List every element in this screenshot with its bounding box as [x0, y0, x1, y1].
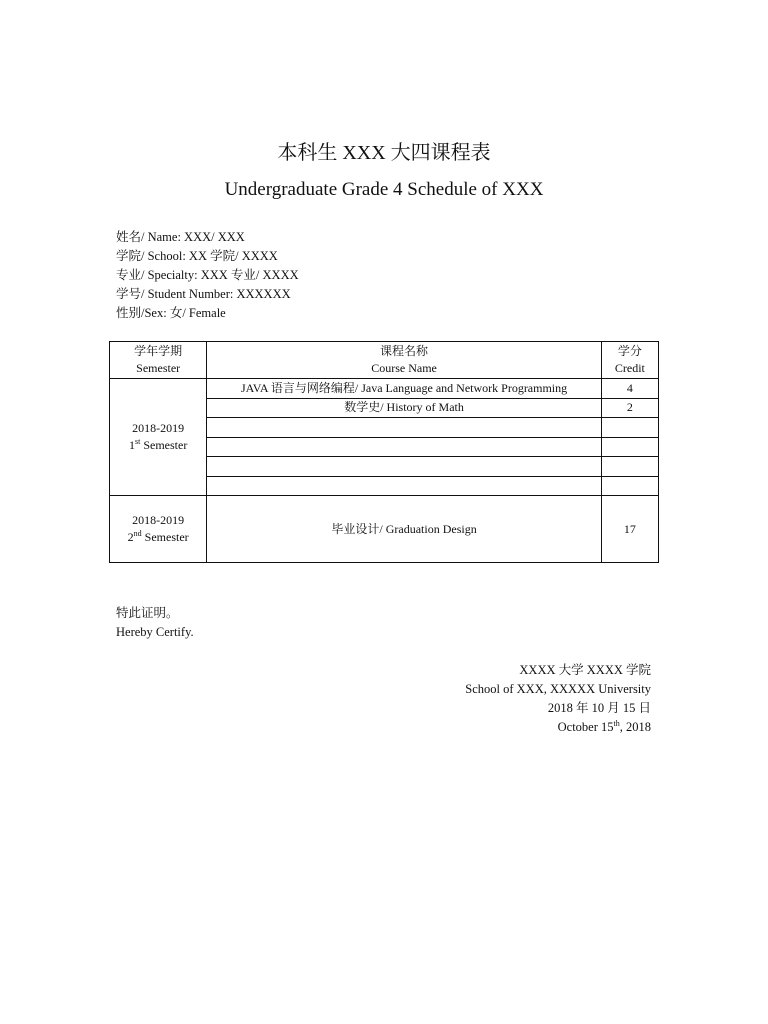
credit-header-en: Credit — [614, 361, 645, 375]
semester1-year: 2018-2019 — [132, 421, 185, 435]
course-schedule-table — [109, 341, 659, 563]
document-title-english: Undergraduate Grade 4 Schedule of XXX — [224, 179, 544, 200]
semester1-ordinal-suffix: st — [135, 437, 141, 446]
course-name — [207, 457, 601, 477]
course-name — [207, 418, 601, 438]
course-name: 数学史/ History of Math — [207, 398, 601, 418]
student-sex: 性别/Sex: 女/ Female — [116, 306, 226, 320]
student-number: 学号/ Student Number: XXXXXX — [116, 287, 291, 301]
semester2-word: Semester — [144, 530, 189, 544]
document-title-chinese: 本科生 XXX 大四课程表 — [277, 142, 491, 164]
course-credit: 17 — [601, 496, 658, 563]
credit-header — [601, 342, 658, 379]
signature-block — [465, 661, 651, 737]
course-name — [207, 437, 601, 457]
semester-header-en: Semester — [136, 361, 181, 375]
course-name: 毕业设计/ Graduation Design — [207, 496, 601, 563]
semester2-ordinal: 2 — [127, 530, 134, 544]
course-credit: 4 — [601, 379, 658, 399]
student-name: 姓名/ Name: XXX/ XXX — [116, 230, 245, 244]
course-header-cn: 课程名称 — [380, 344, 429, 358]
course-header-en: Course Name — [371, 361, 437, 375]
date-en-day: October 15 — [557, 720, 614, 734]
date-en-suffix: th — [613, 718, 620, 728]
course-header — [207, 342, 601, 379]
student-school: 学院/ School: XX 学院/ XXXX — [116, 249, 278, 263]
certify-cn: 特此证明。 — [116, 606, 179, 620]
course-credit — [601, 418, 658, 438]
student-info — [116, 228, 299, 323]
course-credit — [601, 437, 658, 457]
semester-header — [110, 342, 207, 379]
date-en — [465, 718, 651, 737]
semester1-cell — [110, 379, 207, 496]
credit-header-cn: 学分 — [617, 344, 642, 358]
table-header-row — [110, 342, 659, 379]
semester1-word: Semester — [143, 438, 188, 452]
date-en-year: , 2018 — [619, 720, 651, 734]
semester2-year: 2018-2019 — [132, 513, 185, 527]
table-row — [110, 379, 659, 399]
certification-statement — [116, 604, 194, 642]
institution-en: School of XXX, XXXXX University — [465, 682, 651, 696]
semester2-ordinal-suffix: nd — [133, 529, 142, 538]
semester2-cell — [110, 496, 207, 563]
student-specialty: 专业/ Specialty: XXX 专业/ XXXX — [116, 268, 299, 282]
semester1-label — [110, 437, 206, 454]
course-name: JAVA 语言与网络编程/ Java Language and Network Programming — [207, 379, 601, 399]
certify-en: Hereby Certify. — [116, 625, 194, 639]
course-credit — [601, 457, 658, 477]
semester-header-cn: 学年学期 — [134, 344, 183, 358]
course-credit: 2 — [601, 398, 658, 418]
semester2-label — [110, 529, 206, 546]
table-row — [110, 496, 659, 563]
course-name — [207, 476, 601, 496]
institution-cn: XXXX 大学 XXXX 学院 — [519, 663, 651, 677]
semester1-ordinal: 1 — [129, 438, 135, 452]
course-credit — [601, 476, 658, 496]
date-cn: 2018 年 10 月 15 日 — [547, 701, 651, 715]
